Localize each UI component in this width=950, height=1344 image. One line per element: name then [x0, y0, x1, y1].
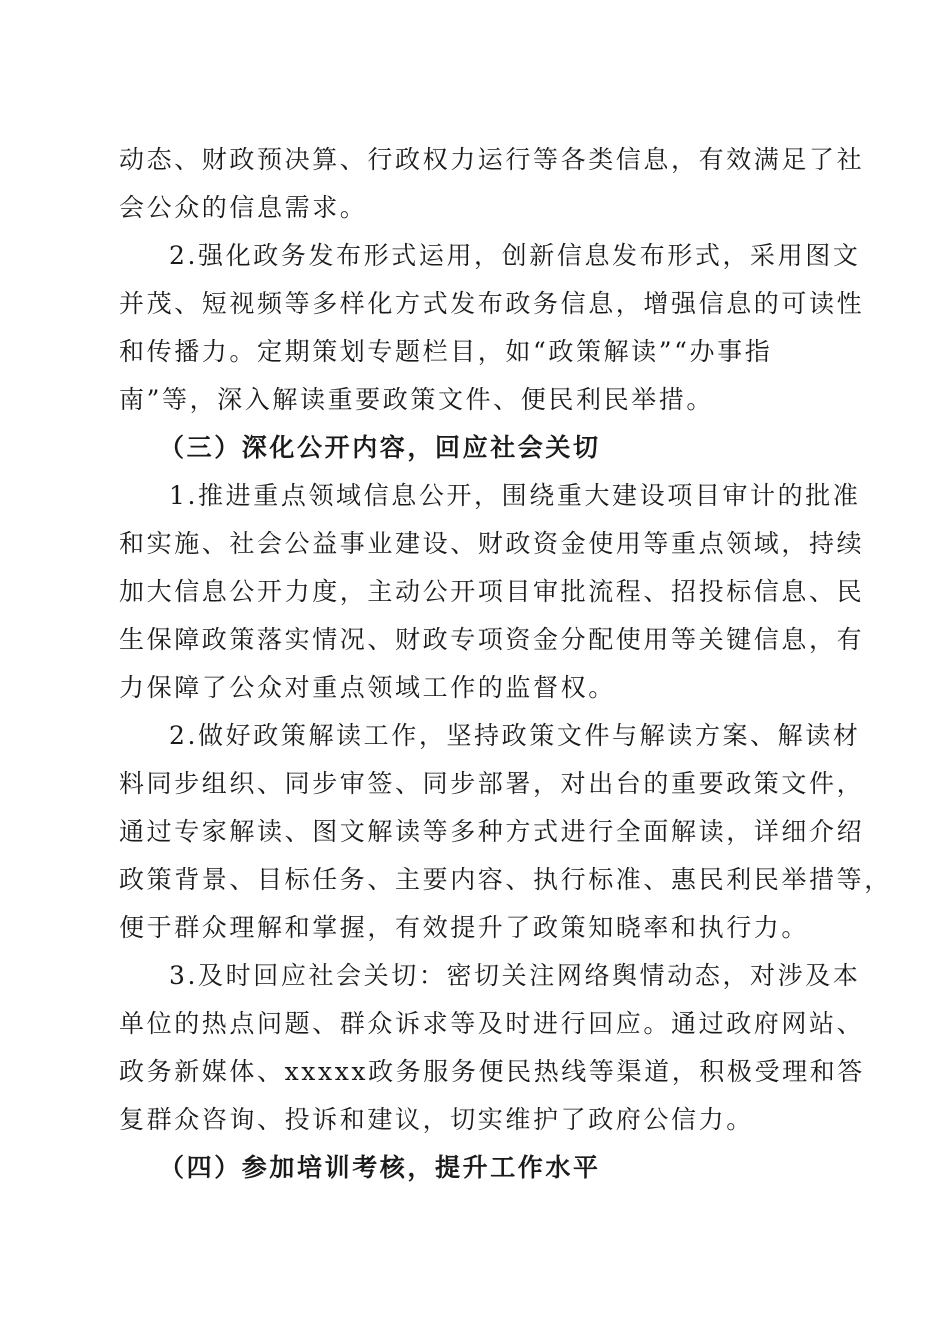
section-heading-3: （三）深化公开内容，回应社会关切 [159, 433, 601, 462]
text-line: 政务新媒体、xxxxx政务服务便民热线等渠道，积极受理和答 [119, 1057, 865, 1086]
text-line: 便于群众理解和掌握，有效提升了政策知晓率和执行力。 [119, 913, 810, 942]
text-line: 和实施、社会公益事业建设、财政资金使用等重点领域，持续 [119, 529, 865, 558]
paragraph-first-line: 3.及时回应社会关切：密切关注网络舆情动态，对涉及本 [169, 961, 861, 990]
text-line: 通过专家解读、图文解读等多种方式进行全面解读，详细介绍 [119, 817, 865, 846]
text-line: 政策背景、目标任务、主要内容、执行标准、惠民利民举措等， [119, 865, 892, 894]
text-line: 并茂、短视频等多样化方式发布政务信息，增强信息的可读性 [119, 289, 865, 318]
paragraph-first-line: 2.强化政务发布形式运用，创新信息发布形式，采用图文 [169, 241, 861, 270]
text-line: 单位的热点问题、群众诉求等及时进行回应。通过政府网站、 [119, 1009, 865, 1038]
text-line: 料同步组织、同步审签、同步部署，对出台的重要政策文件， [119, 769, 865, 798]
text-line: 会公众的信息需求。 [119, 193, 368, 222]
text-line: 生保障政策落实情况、财政专项资金分配使用等关键信息，有 [119, 625, 865, 654]
text-line: 加大信息公开力度，主动公开项目审批流程、招投标信息、民 [119, 577, 865, 606]
section-heading-4: （四）参加培训考核，提升工作水平 [159, 1153, 601, 1182]
text-line: 力保障了公众对重点领域工作的监督权。 [119, 673, 616, 702]
paragraph-first-line: 2.做好政策解读工作，坚持政策文件与解读方案、解读材 [169, 721, 861, 750]
paragraph-first-line: 1.推进重点领域信息公开，围绕重大建设项目审计的批准 [169, 481, 861, 510]
text-line: 南”等，深入解读重要政策文件、便民利民举措。 [119, 385, 714, 414]
text-line: 动态、财政预决算、行政权力运行等各类信息，有效满足了社 [119, 145, 865, 174]
text-line: 复群众咨询、投诉和建议，切实维护了政府公信力。 [119, 1105, 754, 1134]
text-line: 和传播力。定期策划专题栏目，如“政策解读”“办事指 [119, 337, 773, 366]
